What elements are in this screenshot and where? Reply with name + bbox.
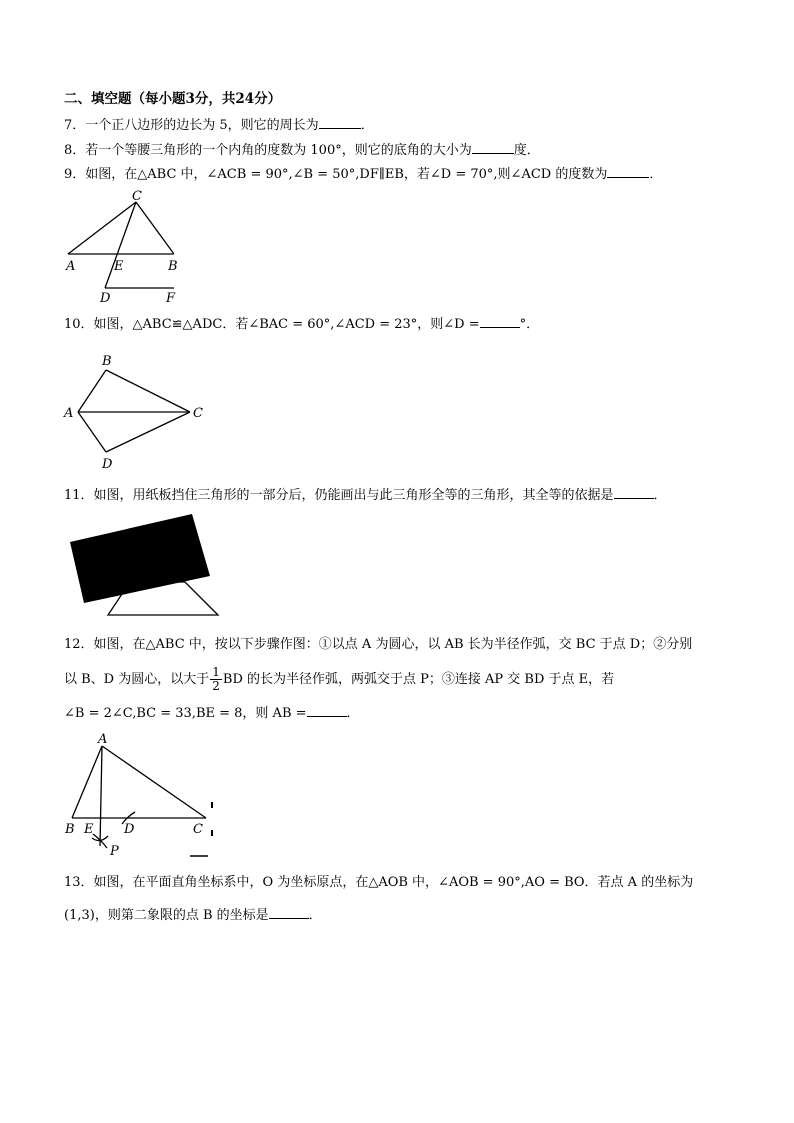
q12-frac-den: 2 bbox=[212, 679, 220, 693]
q11-text-end: ． bbox=[653, 488, 667, 503]
question-9 bbox=[64, 165, 662, 184]
q10-label-d: D bbox=[102, 457, 113, 472]
question-12-line-3 bbox=[64, 704, 360, 723]
q9-label-c: C bbox=[132, 189, 142, 204]
question-12-line-1: 12．如图，在△ABC 中，按以下步骤作图：①以点 A 为圆心，以 AB 长为半径作弧，交 BC 于点 D；②分别 bbox=[64, 637, 693, 652]
q13-text-end: ． bbox=[308, 908, 322, 923]
q9-segment-cd bbox=[105, 202, 136, 288]
q9-label-b: B bbox=[168, 259, 178, 274]
q12-segment-ap bbox=[100, 746, 102, 846]
q12-text-3: ∠B = 2∠C,BC = 33,BE = 8，则 AB = bbox=[64, 706, 307, 721]
q12-label-c: C bbox=[193, 822, 203, 837]
q7-answer-blank[interactable] bbox=[319, 116, 361, 129]
q12-segment-ab bbox=[72, 746, 102, 818]
q10-label-b: B bbox=[102, 354, 112, 369]
q9-label-f: F bbox=[166, 291, 176, 306]
q12-label-b: B bbox=[65, 822, 75, 837]
question-8 bbox=[64, 141, 540, 160]
q9-segment-cb bbox=[136, 202, 174, 254]
q7-text-end: ． bbox=[360, 118, 374, 133]
q12-fraction bbox=[210, 666, 222, 693]
q13-answer-blank[interactable] bbox=[269, 906, 309, 919]
q12-figure bbox=[60, 732, 220, 862]
question-12-line-2 bbox=[64, 666, 614, 693]
q11-text: 11．如图，用纸板挡住三角形的一部分后，仍能画出与此三角形全等的三角形，其全等的依据是 bbox=[64, 488, 614, 503]
q12-text-2b: BD 的长为半径作弧，两弧交于点 P；③连接 AP 交 BD 于点 E，若 bbox=[222, 672, 615, 687]
q9-segment-ac bbox=[68, 202, 136, 254]
q8-text: 8．若一个等腰三角形的一个内角的度数为 100°，则它的底角的大小为 bbox=[64, 143, 472, 158]
q12-text-2a: 以 B、D 为圆心，以大于 bbox=[64, 672, 210, 687]
question-11 bbox=[64, 486, 667, 505]
q11-answer-blank[interactable] bbox=[614, 486, 654, 499]
q9-answer-blank[interactable] bbox=[607, 165, 649, 178]
q10-segment-ab bbox=[78, 370, 106, 412]
q9-figure bbox=[60, 190, 190, 305]
q11-figure bbox=[60, 510, 230, 625]
q12-answer-blank[interactable] bbox=[307, 704, 347, 717]
q10-figure bbox=[60, 350, 210, 475]
q10-text: 10．如图，△ABC≌△ADC．若∠BAC = 60°,∠ACD = 23°，则∠D = bbox=[64, 317, 480, 332]
q9-text: 9．如图，在△ABC 中，∠ACB = 90°,∠B = 50°,DF∥EB，若∠D = 70°,则∠ACD 的度数为 bbox=[64, 167, 608, 182]
q13-text-2: (1,3)，则第二象限的点 B 的坐标是 bbox=[64, 908, 269, 923]
q10-label-c: C bbox=[193, 406, 203, 421]
q9-label-a: A bbox=[66, 259, 76, 274]
q10-answer-blank[interactable] bbox=[480, 315, 520, 328]
question-7 bbox=[64, 116, 374, 135]
q11-cardboard bbox=[70, 514, 210, 603]
question-10 bbox=[64, 315, 539, 334]
q7-text: 7．一个正八边形的边长为 5，则它的周长为 bbox=[64, 118, 319, 133]
q10-text-end: °． bbox=[519, 317, 540, 332]
q9-text-end: ． bbox=[649, 167, 663, 182]
q9-label-e: E bbox=[114, 259, 124, 274]
question-13-line-1: 13．如图，在平面直角坐标系中，O 为坐标原点，在△AOB 中，∠AOB = 90°,AO = BO．若点 A 的坐标为 bbox=[64, 875, 694, 890]
q12-frac-num: 1 bbox=[212, 665, 220, 679]
q8-text-end: 度． bbox=[513, 143, 540, 158]
q8-answer-blank[interactable] bbox=[472, 141, 514, 154]
q9-label-d: D bbox=[100, 291, 111, 306]
q12-segment-ac bbox=[102, 746, 206, 818]
section-title: 二、填空题（每小题3分，共24分） bbox=[64, 91, 282, 107]
q12-label-e: E bbox=[84, 822, 94, 837]
q10-segment-ad bbox=[78, 412, 106, 452]
q10-segment-dc bbox=[106, 412, 190, 452]
q10-label-a: A bbox=[64, 406, 74, 421]
question-13-line-2 bbox=[64, 906, 322, 925]
q12-label-d: D bbox=[124, 822, 135, 837]
q10-segment-bc bbox=[106, 370, 190, 412]
q12-text-end: ． bbox=[346, 706, 360, 721]
q12-label-p: P bbox=[110, 844, 119, 859]
q12-label-a: A bbox=[98, 732, 108, 747]
